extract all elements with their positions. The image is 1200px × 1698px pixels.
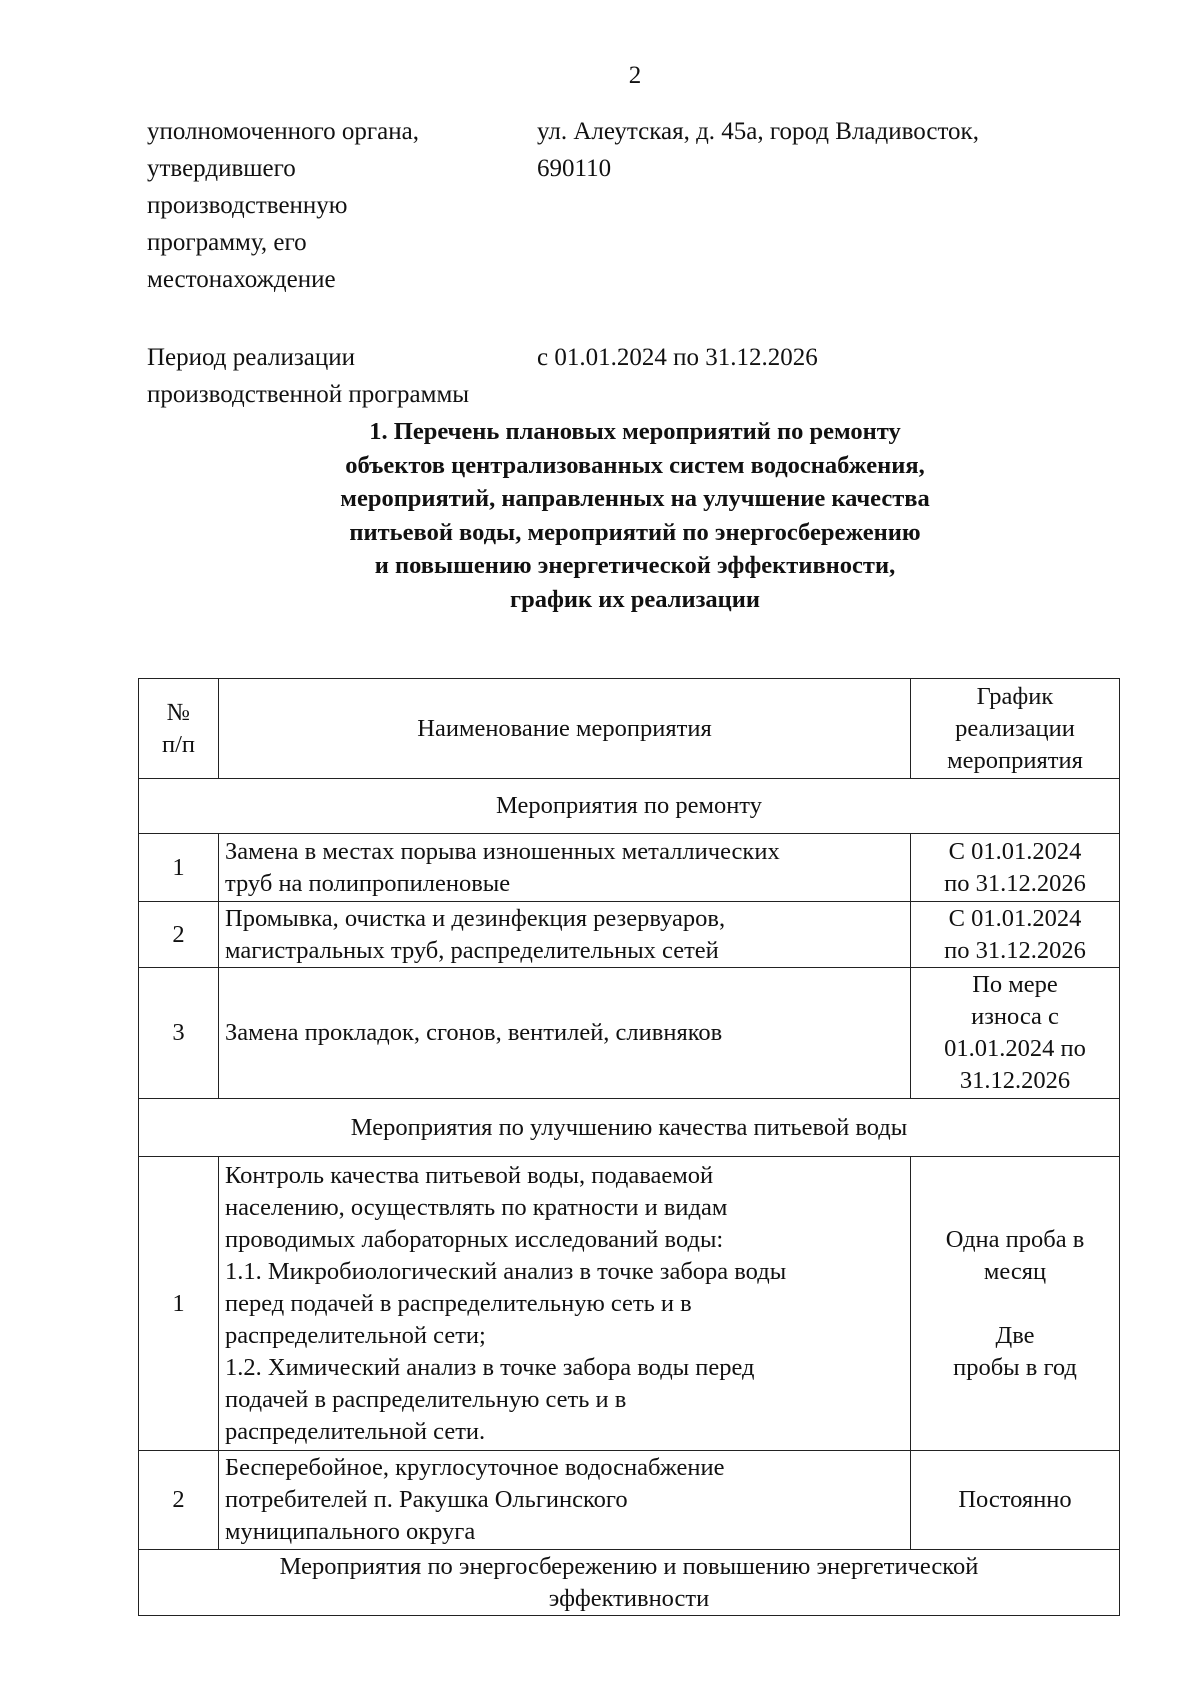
table-row xyxy=(139,902,1120,968)
row-name: Замена в местах порыва изношенных металлических труб на полипропиленовые xyxy=(219,834,911,902)
table-header-row xyxy=(139,679,1120,779)
section-row xyxy=(139,1550,1120,1616)
authority-value: ул. Алеутская, д. 45а, город Владивосток, 690110 xyxy=(537,118,979,182)
table-row xyxy=(139,834,1120,902)
row-schedule: Одна проба в месяц Две пробы в год xyxy=(911,1157,1120,1451)
header-schedule: График реализации мероприятия xyxy=(911,679,1120,779)
section-title: Мероприятия по энергосбережению и повышению энергетической эффективности xyxy=(139,1550,1120,1616)
heading-line: 1. Перечень плановых мероприятий по ремонту xyxy=(369,418,901,445)
row-num: 3 xyxy=(139,968,219,1099)
heading-line: питьевой воды, мероприятий по энергосбережению xyxy=(349,518,921,546)
row-num: 2 xyxy=(139,1451,219,1550)
section-title: Мероприятия по улучшению качества питьевой воды xyxy=(139,1099,1120,1157)
row-name: Промывка, очистка и дезинфекция резервуаров, магистральных труб, распределительных сетей xyxy=(219,902,911,968)
row-name: Бесперебойное, круглосуточное водоснабжение потребителей п. Ракушка Ольгинского муниципального округа xyxy=(219,1451,911,1550)
page-number: 2 xyxy=(628,62,642,89)
section-heading xyxy=(250,415,1020,616)
row-num: 1 xyxy=(139,834,219,902)
period-value: с 01.01.2024 по 31.12.2026 xyxy=(537,344,818,371)
section-row xyxy=(139,1099,1120,1157)
row-schedule: С 01.01.2024 по 31.12.2026 xyxy=(911,834,1120,902)
section-title: Мероприятия по ремонту xyxy=(139,779,1120,834)
header-num: № п/п xyxy=(139,679,219,779)
heading-line: график их реализации xyxy=(509,585,761,613)
activities-table xyxy=(138,678,1120,1616)
table-row xyxy=(139,1157,1120,1451)
row-name: Замена прокладок, сгонов, вентилей, сливняков xyxy=(219,968,911,1099)
row-name: Контроль качества питьевой воды, подаваемой населению, осуществлять по кратности и видам проводимых лабораторных исследований воды: 1.1. Микробиологический анализ в точке забора воды перед подачей в распределительную сеть и в распределительной сети; 1.2. Химический анализ в точке забора воды перед подачей в распределительную сеть и в распределительной сети. xyxy=(219,1157,911,1451)
row-num: 1 xyxy=(139,1157,219,1451)
table-row xyxy=(139,968,1120,1099)
authority-label: уполномоченного органа, утвердившего производственную программу, его местонахождение xyxy=(147,118,419,293)
heading-line: объектов централизованных систем водоснабжения, xyxy=(345,451,925,479)
heading-line: мероприятий, направленных на улучшение качества xyxy=(340,485,930,512)
table-row xyxy=(139,1451,1120,1550)
row-schedule: По мере износа с 01.01.2024 по 31.12.2026 xyxy=(911,968,1120,1099)
header-name: Наименование мероприятия xyxy=(219,679,911,779)
period-label: Период реализации производственной программы xyxy=(147,344,470,408)
row-schedule: Постоянно xyxy=(911,1451,1120,1550)
row-num: 2 xyxy=(139,902,219,968)
row-schedule: С 01.01.2024 по 31.12.2026 xyxy=(911,902,1120,968)
section-row xyxy=(139,779,1120,834)
heading-line: и повышению энергетической эффективности, xyxy=(374,552,896,579)
